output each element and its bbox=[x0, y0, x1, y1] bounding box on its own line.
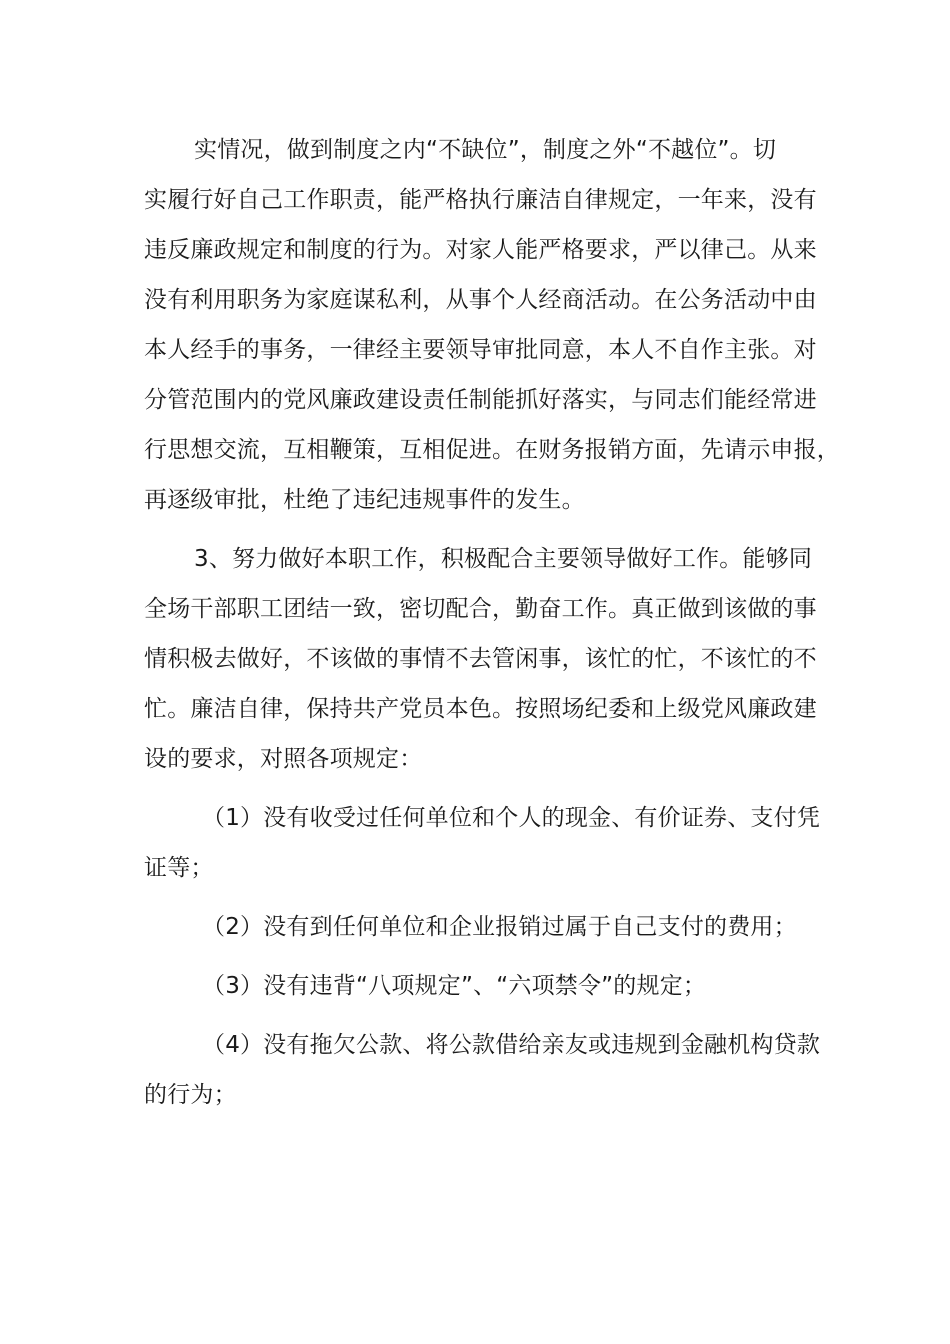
text-line: 设的要求，对照各项规定： bbox=[144, 746, 423, 772]
text-line: 3、努力做好本职工作，积极配合主要领导做好工作。能够同 bbox=[194, 546, 813, 572]
text-line: 分管范围内的党风廉政建设责任制能抓好落实，与同志们能经常进 bbox=[144, 387, 817, 413]
list-item-line: （3）没有违背“八项规定”、“六项禁令”的规定； bbox=[202, 973, 707, 999]
list-item-line: （1）没有收受过任何单位和个人的现金、有价证券、支付凭 bbox=[202, 805, 821, 831]
text-line: 再逐级审批，杜绝了违纪违规事件的发生。 bbox=[144, 487, 585, 513]
text-line: 行思想交流，互相鞭策，互相促进。在财务报销方面，先请示申报， bbox=[144, 437, 840, 463]
list-item-line: （4）没有拖欠公款、将公款借给亲友或违规到金融机构贷款 bbox=[202, 1032, 821, 1058]
text-line: 情积极去做好，不该做的事情不去管闲事，该忙的忙，不该忙的不 bbox=[144, 646, 817, 672]
text-line: 实情况，做到制度之内“不缺位”，制度之外“不越位”。切 bbox=[194, 137, 777, 163]
text-line: 实履行好自己工作职责，能严格执行廉洁自律规定，一年来，没有 bbox=[144, 187, 817, 213]
list-item-line: （2）没有到任何单位和企业报销过属于自己支付的费用； bbox=[202, 914, 797, 940]
text-line: 违反廉政规定和制度的行为。对家人能严格要求，严以律己。从来 bbox=[144, 237, 817, 263]
text-line: 本人经手的事务，一律经主要领导审批同意，本人不自作主张。对 bbox=[144, 337, 817, 363]
list-item-line: 的行为； bbox=[144, 1082, 237, 1108]
list-item-line: 证等； bbox=[144, 855, 214, 881]
text-line: 没有利用职务为家庭谋私利，从事个人经商活动。在公务活动中由 bbox=[144, 287, 817, 313]
text-line: 忙。廉洁自律，保持共产党员本色。按照场纪委和上级党风廉政建 bbox=[144, 696, 817, 722]
text-line: 全场干部职工团结一致，密切配合，勤奋工作。真正做到该做的事 bbox=[144, 596, 817, 622]
